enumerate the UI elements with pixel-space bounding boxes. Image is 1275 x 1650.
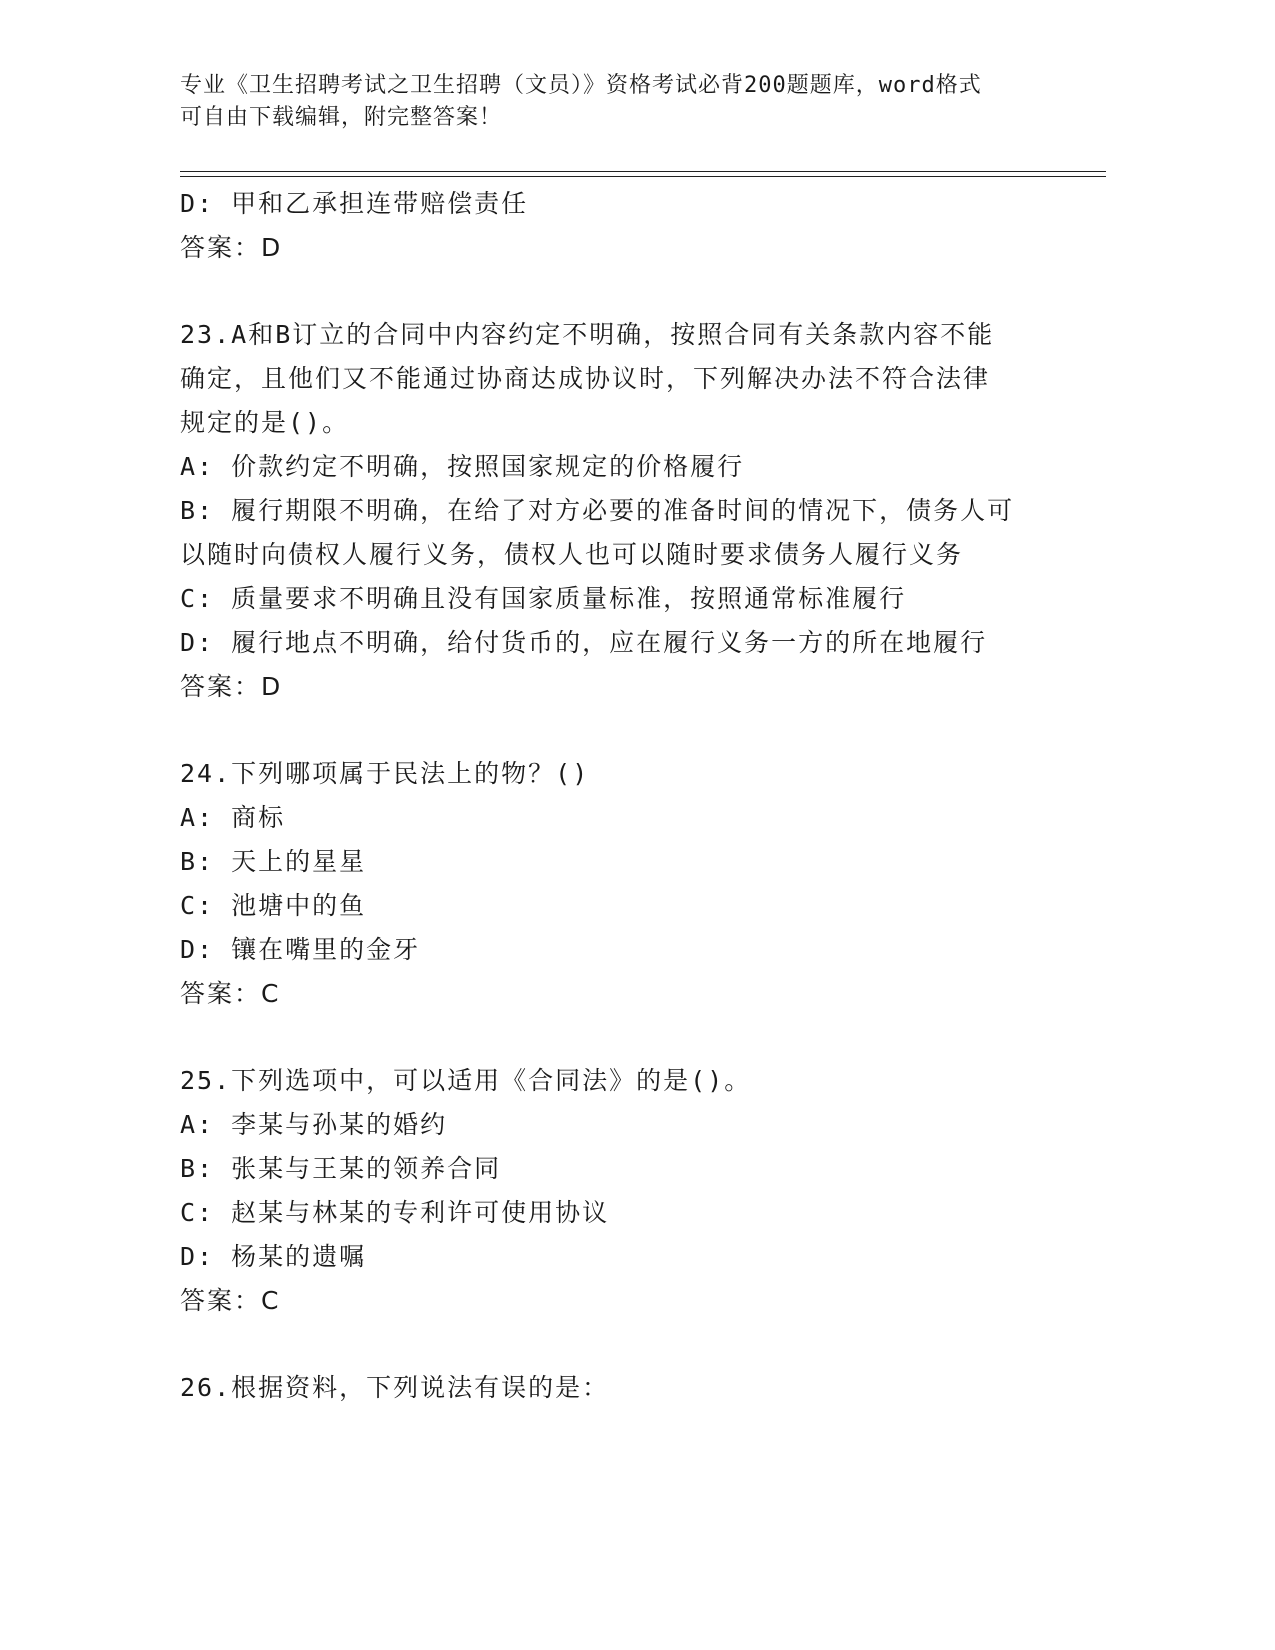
question-23 (180, 313, 1040, 709)
question-23-answer: 答案：D (180, 672, 283, 701)
question-25-option-c: C: 赵某与林某的专利许可使用协议 (180, 1198, 610, 1227)
question-23-option-d: D: 履行地点不明确，给付货币的，应在履行义务一方的所在地履行 (180, 628, 988, 657)
question-24-option-d: D: 镶在嘴里的金牙 (180, 935, 421, 964)
question-23-stem-line-1: 23.A和B订立的合同中内容约定不明确，按照合同有关条款内容不能 (180, 320, 995, 349)
question-list (180, 182, 1040, 1410)
question-26-stem: 26.根据资料，下列说法有误的是： (180, 1373, 610, 1402)
question-25 (180, 1059, 1040, 1323)
question-24-stem: 24.下列哪项属于民法上的物？() (180, 759, 590, 788)
prev-answer: 答案：D (180, 233, 283, 262)
header-rule-top (180, 171, 1106, 172)
question-24-option-b: B: 天上的星星 (180, 847, 367, 876)
question-23-option-a: A: 价款约定不明确，按照国家规定的价格履行 (180, 452, 745, 481)
spacer (180, 270, 1040, 313)
question-25-option-a: A: 李某与孙某的婚约 (180, 1110, 448, 1139)
question-24-option-a: A: 商标 (180, 803, 286, 832)
question-23-option-b-line-2: 以随时向债权人履行义务，债权人也可以随时要求债务人履行义务 (180, 540, 964, 569)
question-25-answer: 答案：C (180, 1286, 281, 1315)
header-line-2: 可自由下载编辑，附完整答案！ (180, 105, 503, 130)
question-23-stem-line-3: 规定的是()。 (180, 408, 350, 437)
spacer (180, 1016, 1040, 1059)
spacer (180, 709, 1040, 752)
question-26 (180, 1366, 1040, 1410)
question-25-option-b: B: 张某与王某的领养合同 (180, 1154, 502, 1183)
question-25-option-d: D: 杨某的遗嘱 (180, 1242, 367, 1271)
header-rule-bottom (180, 176, 1106, 177)
question-24-answer: 答案：C (180, 979, 281, 1008)
question-23-option-c: C: 质量要求不明确且没有国家质量标准，按照通常标准履行 (180, 584, 907, 613)
header-line-1: 专业《卫生招聘考试之卫生招聘（文员）》资格考试必背200题题库，word格式 (180, 73, 982, 98)
spacer (180, 1323, 1040, 1366)
document-header (180, 70, 1040, 134)
question-25-stem: 25.下列选项中，可以适用《合同法》的是()。 (180, 1066, 752, 1095)
question-24-option-c: C: 池塘中的鱼 (180, 891, 367, 920)
question-24 (180, 752, 1040, 1016)
question-23-stem-line-2: 确定，且他们又不能通过协商达成协议时，下列解决办法不符合法律 (180, 364, 991, 393)
prev-option-d: D: 甲和乙承担连带赔偿责任 (180, 189, 529, 218)
question-23-option-b-line-1: B: 履行期限不明确，在给了对方必要的准备时间的情况下，债务人可 (180, 496, 1015, 525)
